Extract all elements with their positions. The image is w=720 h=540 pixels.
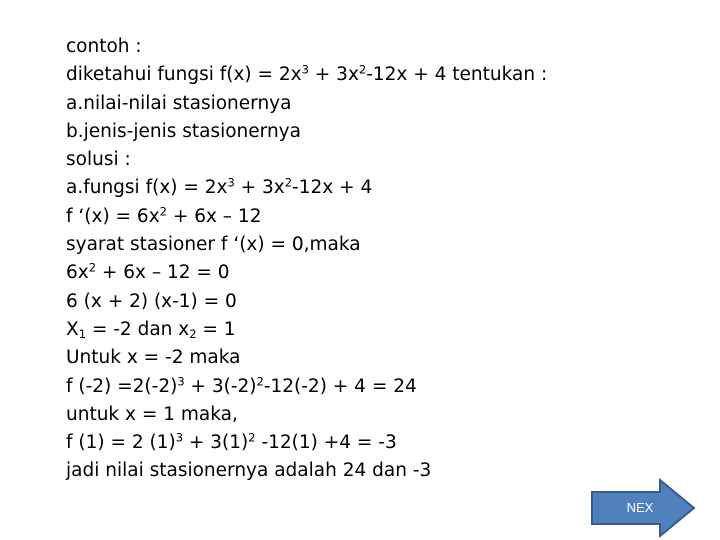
text-run: 6x [66, 262, 89, 284]
next-button[interactable] [590, 478, 698, 538]
text-line [66, 316, 666, 344]
text-run: jadi nilai stasionernya adalah 24 dan -3 [66, 460, 432, 482]
text-run: f (1) = 2 (1) [66, 432, 176, 454]
text-line [66, 33, 666, 61]
text-line [66, 288, 666, 316]
text-run: + 6x – 12 [166, 205, 262, 227]
text-run: Untuk x = -2 maka [66, 347, 241, 369]
superscript: 3 [301, 63, 309, 77]
text-run: a.nilai-nilai stasionernya [66, 92, 292, 114]
text-run: untuk x = 1 maka, [66, 403, 238, 425]
text-line [66, 174, 666, 202]
text-run: + 3x [234, 177, 285, 199]
subscript: 1 [78, 326, 86, 341]
superscript: 2 [248, 430, 256, 445]
text-run: contoh : [66, 36, 142, 57]
text-line [66, 90, 666, 118]
text-line [66, 118, 666, 146]
subscript: 2 [189, 326, 197, 341]
text-run: f ‘(x) = 6x [66, 205, 160, 227]
text-run: syarat stasioner f ‘(x) = 0,maka [66, 234, 361, 256]
text-line [66, 203, 666, 231]
text-run: solusi : [66, 149, 131, 171]
text-run: f (-2) =2(-2) [66, 375, 178, 397]
text-run: X [66, 318, 79, 340]
text-run: -12(-2) + 4 = 24 [263, 375, 417, 397]
text-line [66, 259, 666, 287]
text-line [66, 231, 666, 259]
superscript: 2 [358, 63, 367, 77]
superscript: 3 [175, 430, 184, 445]
text-line [66, 61, 666, 89]
text-run: + 3(-2) [184, 375, 257, 397]
superscript: 2 [284, 176, 293, 191]
superscript: 3 [227, 176, 235, 191]
text-line [66, 373, 666, 401]
text-run: = -2 dan x [85, 318, 190, 340]
superscript: 3 [177, 374, 185, 389]
text-run: + 6x – 12 = 0 [96, 262, 230, 284]
text-run: + 3x [308, 64, 359, 86]
text-run: b.jenis-jenis stasionernya [66, 120, 301, 142]
text-run: diketahui fungsi f(x) = 2x [66, 64, 302, 86]
text-run: -12(1) +4 = -3 [255, 432, 397, 454]
text-line [66, 429, 666, 457]
text-run: = 1 [196, 318, 236, 340]
text-run: -12x + 4 tentukan : [366, 64, 548, 86]
superscript: 2 [88, 261, 97, 276]
superscript: 2 [159, 204, 167, 219]
text-line [66, 401, 666, 429]
text-run: + 3(1) [183, 432, 249, 454]
text-line [66, 344, 666, 372]
superscript: 2 [256, 374, 264, 389]
text-run: 6 (x + 2) (x-1) = 0 [66, 290, 237, 312]
text-line [66, 457, 666, 485]
text-run: -12x + 4 [292, 177, 373, 199]
next-button-label: NEX [626, 500, 654, 515]
text-run: a.fungsi f(x) = 2x [66, 177, 228, 199]
text-line [66, 146, 666, 174]
slide-body-text [66, 33, 666, 486]
